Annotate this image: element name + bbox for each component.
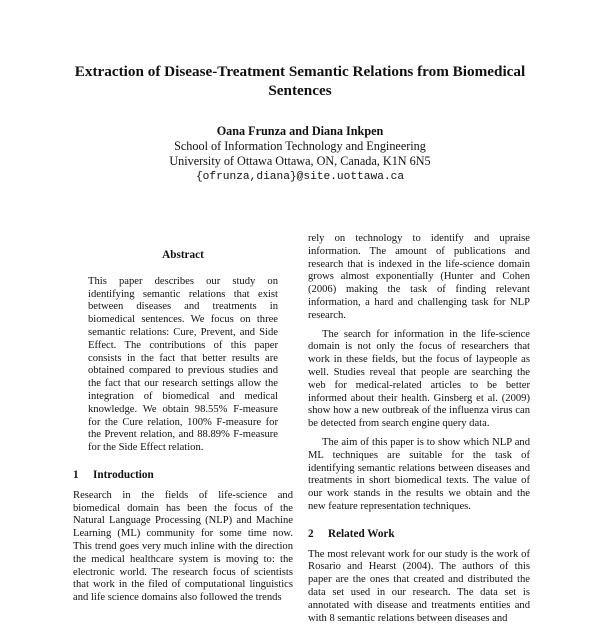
- author-block: [100, 124, 500, 185]
- intro-paragraph-3: The aim of this paper is to show which NLP and ML techniques are suitable for the task of identifying semantic relations between diseases and treatments in short biomedical texts. The value of our work stands in the results we obtain and the new feature representation techniques.: [308, 436, 530, 512]
- intro-paragraph-continued: rely on technology to identify and upraise information. The amount of publications and research that is indexed in the life-science domain grows almost exponentially (Hunter and Cohen (2006) making the task of finding relevant information, a hard and challenging task for NLP research.: [308, 233, 530, 321]
- left-column: [73, 249, 293, 605]
- section-2-heading: [308, 528, 530, 541]
- section-1-number: 1: [73, 468, 79, 481]
- author-email: {ofrunza,diana}@site.uottawa.ca: [195, 171, 405, 183]
- section-1-text: Research in the fields of life-science and biomedical domain has been the focus of the Natural Language Processing (NLP) and Machine Learning (ML) community for some time now. This trend goes very much inline with the direction the medical healthcare system is moving to: the electronic world. The research focus of scientists that work in the filed of computational linguistics and life science domains also followed the trends: [73, 489, 293, 604]
- section-1-title: Introduction: [93, 468, 154, 481]
- author-names: Oana Frunza and Diana Inkpen: [216, 124, 384, 138]
- section-1-heading: [73, 469, 293, 482]
- abstract-text: This paper describes our study on identifying semantic relations that exist between diseases and treatments in biomedical sentences. We focus on three semantic relations: Cure, Prevent, and Side Effect. The contributions of this paper consists in the fact that better results are obtained compared to previous studies and the fact that our research settings allow the integration of biomedical and medical knowledge. We obtain 98.55% F-measure for the Cure relation, 100% F-measure for the Prevent relation, and 88.89% F-measure for the Side Effect relation.: [88, 275, 278, 454]
- affiliation-line-2: University of Ottawa Ottawa, ON, Canada, K1N 6N5: [169, 154, 431, 168]
- section-2-number: 2: [308, 527, 314, 540]
- intro-paragraph-2: The search for information in the life-science domain is not only the focus of researchers that work in these fields, but the focus of laypeople as well. Studies reveal that people are searching the web for medical-related articles to be better informed about their health. Ginsberg et al. (2009) show how a new outbreak of the influenza virus can be detected from search engine query data.: [308, 328, 530, 430]
- abstract-heading: Abstract: [162, 249, 204, 261]
- paper-title: Extraction of Disease-Treatment Semantic Relations from Biomedical Sentences: [74, 63, 526, 99]
- section-2-text: The most relevant work for our study is the work of Rosario and Hearst (2004). The authors of this paper are the ones that created and distributed the data set used in our research. The data set is annotated with disease and treatments entities and with 8 semantic relations between diseases and: [308, 548, 530, 624]
- affiliation-line-1: School of Information Technology and Engineering: [174, 139, 426, 153]
- section-2-title: Related Work: [328, 527, 395, 540]
- right-column: [308, 233, 530, 625]
